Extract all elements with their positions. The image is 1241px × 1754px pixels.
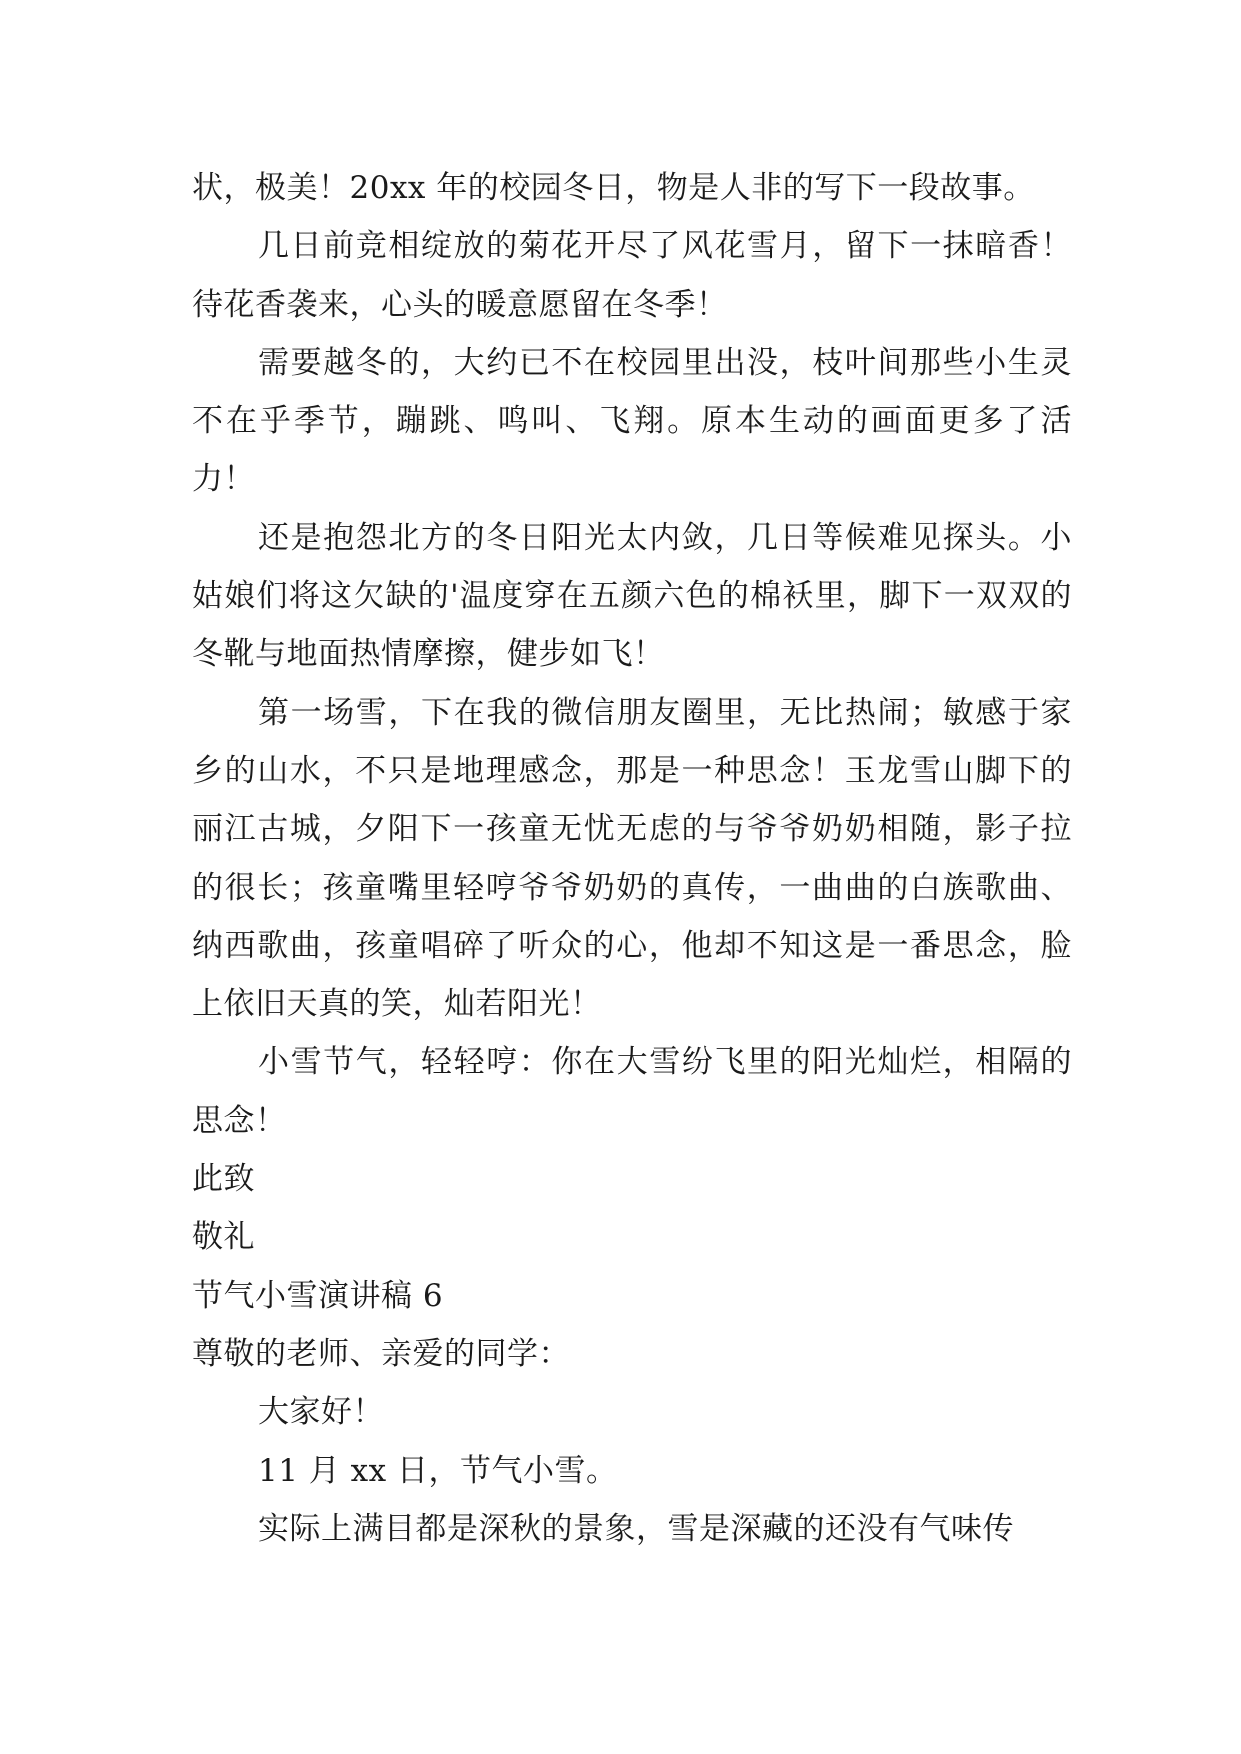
paragraph: 实际上满目都是深秋的景象，雪是深藏的还没有气味传 [258, 1510, 1014, 1547]
document-body [192, 159, 1072, 1558]
paragraph: 几日前竞相绽放的菊花开尽了风花雪月，留下一抹暗香！待花香袭来，心头的暖意愿留在冬季！ [192, 228, 1072, 323]
paragraph: 小雪节气，轻轻哼：你在大雪纷飞里的阳光灿烂，相隔的思念！ [192, 1044, 1072, 1139]
paragraph: 状，极美！20xx 年的校园冬日，物是人非的写下一段故事。 [192, 170, 1035, 206]
paragraph: 大家好！ [258, 1394, 384, 1431]
paragraph: 还是抱怨北方的冬日阳光太内敛，几日等候难见探头。小姑娘们将这欠缺的'温度穿在五颜六色的棉袄里，脚下一双双的冬靴与地面热情摩擦，健步如飞！ [192, 519, 1072, 673]
closing-salutation: 此致 [192, 1161, 255, 1198]
closing-regards: 敬礼 [192, 1219, 255, 1256]
greeting: 尊敬的老师、亲爱的同学： [192, 1335, 570, 1372]
paragraph: 第一场雪，下在我的微信朋友圈里，无比热闹；敏感于家乡的山水，不只是地理感念，那是一种思念！玉龙雪山脚下的丽江古城，夕阳下一孩童无忧无虑的与爷爷奶奶相随，影子拉的很长；孩童嘴里轻哼爷爷奶奶的真传，一曲曲的白族歌曲、纳西歌曲，孩童唱碎了听众的心，他却不知这是一番思念，脸上依旧天真的笑，灿若阳光！ [192, 694, 1072, 1023]
paragraph: 11 月 xx 日，节气小雪。 [258, 1452, 618, 1489]
paragraph: 需要越冬的，大约已不在校园里出没，枝叶间那些小生灵不在乎季节，蹦跳、鸣叫、飞翔。原本生动的画面更多了活力！ [192, 344, 1072, 498]
section-title: 节气小雪演讲稿 6 [192, 1277, 444, 1314]
